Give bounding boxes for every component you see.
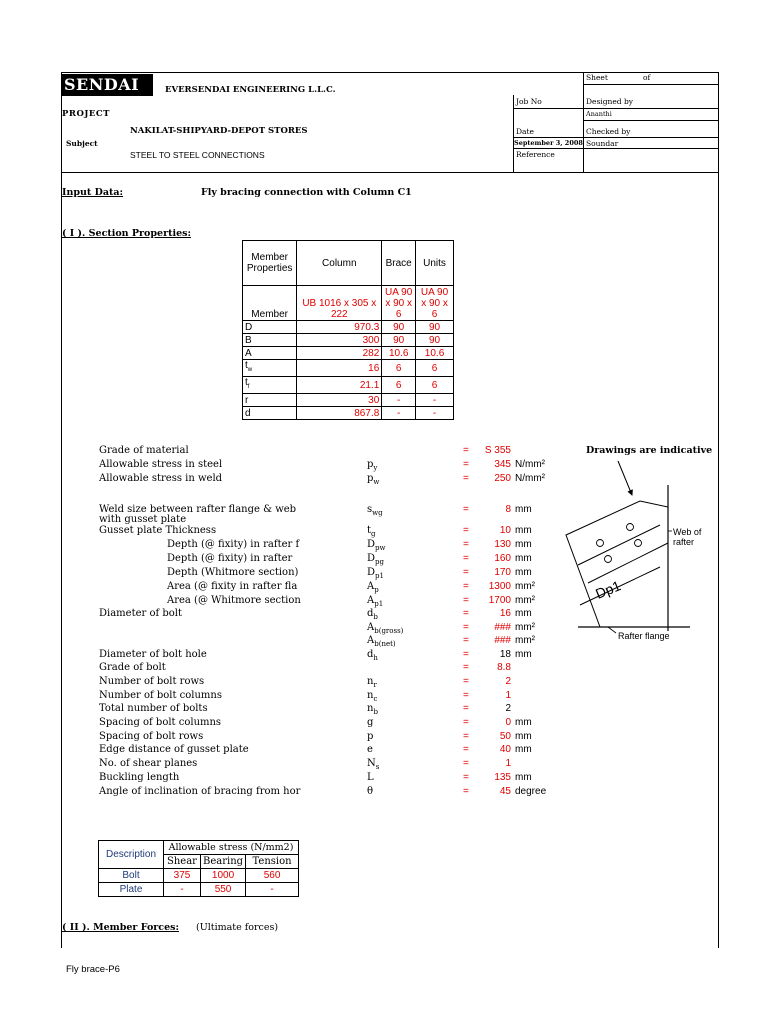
parameter-label: Buckling length bbox=[99, 772, 180, 783]
stress-shear-value: - bbox=[164, 883, 201, 897]
parameter-value: 16 bbox=[499, 608, 511, 619]
parameter-value: 0 bbox=[505, 717, 511, 728]
parameter-value: 8 bbox=[505, 504, 511, 515]
parameter-unit: N/mm² bbox=[515, 459, 545, 470]
parameter-symbol: $D_{p1}$ bbox=[367, 567, 384, 580]
parameter-symbol: $s_{wg}$ bbox=[367, 504, 383, 517]
parameter-row bbox=[99, 566, 539, 580]
parameter-label-continued: with gusset plate bbox=[99, 514, 187, 525]
parameter-symbol: $D_{pg}$ bbox=[367, 553, 384, 566]
equals-sign: = bbox=[463, 445, 469, 456]
parameter-label: Diameter of bolt hole bbox=[99, 649, 207, 660]
parameter-label: Spacing of bolt rows bbox=[99, 731, 204, 742]
parameter-symbol: $p_y$ bbox=[367, 459, 378, 472]
equals-sign: = bbox=[463, 649, 469, 660]
parameter-row bbox=[99, 730, 539, 744]
units-value: 6 bbox=[416, 360, 454, 377]
sheet-label: Sheet bbox=[586, 73, 608, 82]
brace-value: 6 bbox=[382, 360, 416, 377]
equals-sign: = bbox=[463, 525, 469, 536]
equals-sign: = bbox=[463, 662, 469, 673]
units-value: 90 bbox=[416, 321, 454, 334]
parameter-unit: N/mm² bbox=[515, 473, 545, 484]
parameter-label: Total number of bolts bbox=[99, 703, 208, 714]
column-value: 970.3 bbox=[297, 321, 382, 334]
parameter-label: Number of bolt columns bbox=[99, 690, 222, 701]
column-value: 21.1 bbox=[297, 377, 382, 394]
parameter-row bbox=[99, 702, 539, 716]
company-name: EVERSENDAI ENGINEERING L.L.C. bbox=[165, 85, 336, 95]
equals-sign: = bbox=[463, 690, 469, 701]
stress-row-bolt bbox=[99, 869, 299, 883]
brace-value: 90 bbox=[382, 321, 416, 334]
parameter-unit: mm² bbox=[515, 595, 535, 606]
parameter-row bbox=[99, 524, 539, 538]
parameter-row bbox=[99, 743, 539, 757]
parameter-label: Diameter of bolt bbox=[99, 608, 183, 619]
parameter-unit: mm bbox=[515, 731, 532, 742]
brace-line-2 bbox=[588, 543, 668, 583]
input-data-title: Fly bracing connection with Column C1 bbox=[201, 187, 412, 198]
sheet-tab-name: Fly brace-P6 bbox=[66, 964, 120, 975]
units-value: 10.6 bbox=[416, 347, 454, 360]
rafter-label: rafter bbox=[673, 537, 695, 547]
header-member-properties: Member Properties bbox=[243, 241, 297, 286]
header-units: Units bbox=[416, 241, 454, 286]
parameter-unit: mm bbox=[515, 649, 532, 660]
parameter-row bbox=[99, 757, 539, 771]
parameter-row bbox=[99, 472, 545, 486]
logo-text: SENDAI bbox=[64, 75, 140, 94]
parameter-value: 1300 bbox=[488, 581, 511, 592]
parameter-label: Edge distance of gusset plate bbox=[99, 744, 249, 755]
group-header: Allowable stress (N/mm2) bbox=[164, 841, 299, 855]
property-name: $t_w$ bbox=[243, 360, 297, 377]
equals-sign: = bbox=[463, 622, 469, 633]
checked-by-value: Soundar bbox=[586, 139, 619, 148]
brace-value: 6 bbox=[382, 377, 416, 394]
table-row bbox=[243, 321, 454, 334]
parameter-row bbox=[99, 689, 539, 703]
parameter-value: 40 bbox=[499, 744, 511, 755]
parameter-value: 1 bbox=[505, 690, 511, 701]
equals-sign: = bbox=[463, 539, 469, 550]
member-label: Member bbox=[243, 286, 297, 321]
equals-sign: = bbox=[463, 459, 469, 470]
equals-sign: = bbox=[463, 744, 469, 755]
parameter-row bbox=[99, 594, 539, 608]
equals-sign: = bbox=[463, 595, 469, 606]
tension-header: Tension bbox=[246, 855, 299, 869]
parameter-symbol: θ bbox=[367, 786, 374, 797]
parameter-symbol: $p_w$ bbox=[367, 473, 380, 486]
parameter-symbol: p bbox=[367, 731, 374, 742]
job-no-label: Job No bbox=[516, 97, 542, 106]
parameter-label: Spacing of bolt columns bbox=[99, 717, 222, 728]
units-value: - bbox=[416, 407, 454, 420]
equals-sign: = bbox=[463, 553, 469, 564]
equals-sign: = bbox=[463, 717, 469, 728]
table-row bbox=[243, 360, 454, 377]
table-row bbox=[243, 347, 454, 360]
parameter-row bbox=[99, 621, 539, 635]
allowable-stress-table bbox=[98, 840, 299, 897]
table-row bbox=[243, 394, 454, 407]
parameter-row bbox=[99, 771, 539, 785]
parameter-symbol: e bbox=[367, 744, 373, 755]
parameter-row bbox=[99, 458, 545, 472]
parameter-row bbox=[99, 444, 539, 458]
parameter-unit: mm bbox=[515, 608, 532, 619]
header-brace: Brace bbox=[382, 241, 416, 286]
parameter-row bbox=[99, 538, 539, 552]
units-value: 90 bbox=[416, 334, 454, 347]
parameter-value: 45 bbox=[499, 786, 511, 797]
parameter-symbol: $n_b$ bbox=[367, 703, 378, 716]
equals-sign: = bbox=[463, 635, 469, 646]
parameter-row bbox=[99, 552, 539, 566]
parameter-value: ### bbox=[494, 635, 511, 646]
brace-value: 10.6 bbox=[382, 347, 416, 360]
stress-row-plate bbox=[99, 883, 299, 897]
equals-sign: = bbox=[463, 703, 469, 714]
of-label: of bbox=[643, 73, 651, 82]
gusset-plate bbox=[566, 501, 668, 627]
checked-by-label: Checked by bbox=[586, 127, 631, 136]
stress-tension-value: - bbox=[246, 883, 299, 897]
stress-bearing-value: 550 bbox=[201, 883, 246, 897]
bolt-symbol bbox=[627, 524, 634, 531]
parameter-symbol: $d_h$ bbox=[367, 649, 378, 662]
parameter-value: 2 bbox=[505, 676, 511, 687]
parameter-value: S 355 bbox=[484, 445, 511, 456]
parameter-row bbox=[99, 661, 539, 675]
parameter-symbol: $A_{b(net)}$ bbox=[367, 635, 396, 648]
parameter-value: 250 bbox=[494, 473, 511, 484]
input-data-label: Input Data: bbox=[62, 187, 124, 198]
property-name: B bbox=[243, 334, 297, 347]
parameter-value: 50 bbox=[499, 731, 511, 742]
parameter-symbol: L bbox=[367, 772, 374, 783]
parameter-value: 160 bbox=[494, 553, 511, 564]
bolt-symbols bbox=[597, 524, 642, 563]
parameter-label: Depth (@ fixity) in rafter bbox=[167, 553, 293, 564]
parameter-label: Weld size between rafter flange & web bbox=[99, 504, 297, 515]
parameter-unit: mm bbox=[515, 744, 532, 755]
parameter-symbol: $D_{pw}$ bbox=[367, 539, 386, 552]
property-name: A bbox=[243, 347, 297, 360]
equals-sign: = bbox=[463, 772, 469, 783]
parameter-label: Angle of inclination of bracing from hor bbox=[99, 786, 301, 797]
member-row bbox=[243, 286, 454, 321]
parameter-label: Allowable stress in weld bbox=[99, 473, 223, 484]
drawings-note: Drawings are indicative bbox=[586, 445, 713, 456]
property-name: r bbox=[243, 394, 297, 407]
stress-header-row bbox=[99, 841, 299, 855]
header-column: Column bbox=[297, 241, 382, 286]
parameter-row bbox=[99, 503, 539, 525]
equals-sign: = bbox=[463, 567, 469, 578]
equals-sign: = bbox=[463, 473, 469, 484]
parameter-unit: mm bbox=[515, 567, 532, 578]
parameter-row bbox=[99, 580, 539, 594]
subject-name: STEEL TO STEEL CONNECTIONS bbox=[130, 150, 265, 160]
parameter-label: Area (@ fixity in rafter fla bbox=[167, 581, 298, 592]
parameter-value: 8.8 bbox=[497, 662, 511, 673]
indicator-arrow bbox=[618, 461, 632, 495]
parameter-unit: mm bbox=[515, 553, 532, 564]
stress-row-name: Bolt bbox=[99, 869, 164, 883]
parameter-row bbox=[99, 648, 539, 662]
parameter-label: Allowable stress in steel bbox=[99, 459, 223, 470]
bolt-symbol bbox=[635, 540, 642, 547]
brace-value: - bbox=[382, 394, 416, 407]
table-row bbox=[243, 377, 454, 394]
parameter-unit: mm² bbox=[515, 622, 535, 633]
stress-bearing-value: 1000 bbox=[201, 869, 246, 883]
parameter-unit: mm bbox=[515, 525, 532, 536]
equals-sign: = bbox=[463, 731, 469, 742]
bearing-header: Bearing bbox=[201, 855, 246, 869]
parameter-symbol: $d_b$ bbox=[367, 608, 378, 621]
member-forces-note: (Ultimate forces) bbox=[196, 922, 279, 933]
description-header: Description bbox=[99, 841, 164, 869]
member-forces-heading: ( II ). Member Forces: bbox=[62, 922, 179, 933]
parameter-label: No. of shear planes bbox=[99, 758, 198, 769]
parameter-label: Depth (@ fixity) in rafter f bbox=[167, 539, 300, 550]
parameter-value: 345 bbox=[494, 459, 511, 470]
parameter-value: 170 bbox=[494, 567, 511, 578]
stress-row-name: Plate bbox=[99, 883, 164, 897]
equals-sign: = bbox=[463, 581, 469, 592]
bolt-symbol bbox=[597, 540, 604, 547]
table-row bbox=[243, 334, 454, 347]
parameter-row bbox=[99, 716, 539, 730]
parameter-label: Area (@ Whitmore section bbox=[167, 595, 301, 606]
parameter-value: 130 bbox=[494, 539, 511, 550]
parameter-value: 18 bbox=[499, 649, 511, 660]
brace-line-1 bbox=[578, 525, 660, 565]
connection-drawing bbox=[560, 455, 718, 645]
equals-sign: = bbox=[463, 608, 469, 619]
parameter-symbol: $N_s$ bbox=[367, 758, 380, 771]
units-value: 6 bbox=[416, 377, 454, 394]
parameter-label: Gusset plate Thickness bbox=[99, 525, 217, 536]
parameter-unit: mm bbox=[515, 504, 532, 515]
table-header-row bbox=[243, 241, 454, 286]
parameter-value: 135 bbox=[494, 772, 511, 783]
bolt-symbol bbox=[605, 556, 612, 563]
parameter-symbol: $A_{b(gross)}$ bbox=[367, 622, 404, 635]
property-name: d bbox=[243, 407, 297, 420]
rafter-flange-label: Rafter flange bbox=[618, 631, 670, 641]
parameter-symbol: $t_g$ bbox=[367, 525, 376, 538]
column-value: 16 bbox=[297, 360, 382, 377]
project-label: PROJECT bbox=[62, 109, 110, 119]
shear-header: Shear bbox=[164, 855, 201, 869]
subject-label: Subject bbox=[66, 139, 98, 148]
parameter-label: Depth (Whitmore section) bbox=[167, 567, 299, 578]
parameter-symbol: $n_r$ bbox=[367, 676, 377, 689]
parameter-row bbox=[99, 785, 547, 799]
column-value: 300 bbox=[297, 334, 382, 347]
parameter-value: ### bbox=[494, 622, 511, 633]
units-value: - bbox=[416, 394, 454, 407]
brace-value: 90 bbox=[382, 334, 416, 347]
parameter-unit: degree bbox=[515, 786, 547, 797]
web-of-label: Web of bbox=[673, 527, 702, 537]
brace-member: UA 90 x 90 x 6 bbox=[382, 286, 416, 321]
section-properties-heading: ( I ). Section Properties: bbox=[62, 228, 191, 239]
dp1-label: Dp1 bbox=[593, 577, 623, 602]
reference-label: Reference bbox=[516, 150, 555, 159]
section-properties-table bbox=[242, 240, 454, 420]
equals-sign: = bbox=[463, 786, 469, 797]
parameter-unit: mm² bbox=[515, 581, 535, 592]
parameter-symbol: g bbox=[367, 717, 374, 728]
property-name: $t_f$ bbox=[243, 377, 297, 394]
equals-sign: = bbox=[463, 676, 469, 687]
parameter-label: Grade of material bbox=[99, 445, 189, 456]
parameter-symbol: $n_c$ bbox=[367, 690, 378, 703]
property-name: D bbox=[243, 321, 297, 334]
equals-sign: = bbox=[463, 758, 469, 769]
table-row bbox=[243, 407, 454, 420]
column-value: 867.8 bbox=[297, 407, 382, 420]
parameter-row bbox=[99, 634, 539, 648]
parameter-symbol: $A_p$ bbox=[367, 581, 379, 594]
parameter-value: 2 bbox=[505, 703, 511, 714]
parameter-symbol: $A_{p1}$ bbox=[367, 595, 384, 608]
parameter-label: Number of bolt rows bbox=[99, 676, 205, 687]
parameter-value: 1 bbox=[505, 758, 511, 769]
column-member: UB 1016 x 305 x 222 bbox=[297, 286, 382, 321]
brace-value: - bbox=[382, 407, 416, 420]
parameter-value: 1700 bbox=[488, 595, 511, 606]
date-label: Date bbox=[516, 127, 534, 136]
designed-by-value: Ananthi bbox=[586, 110, 612, 118]
parameter-unit: mm² bbox=[515, 635, 535, 646]
parameter-unit: mm bbox=[515, 717, 532, 728]
column-value: 282 bbox=[297, 347, 382, 360]
stress-tension-value: 560 bbox=[246, 869, 299, 883]
parameter-row bbox=[99, 675, 539, 689]
stress-shear-value: 375 bbox=[164, 869, 201, 883]
column-value: 30 bbox=[297, 394, 382, 407]
parameter-row bbox=[99, 607, 539, 621]
parameter-label: Grade of bolt bbox=[99, 662, 166, 673]
parameter-value: 10 bbox=[499, 525, 511, 536]
units-member: UA 90 x 90 x 6 bbox=[416, 286, 454, 321]
flange-leader bbox=[608, 627, 616, 633]
equals-sign: = bbox=[463, 504, 469, 515]
designed-by-label: Designed by bbox=[586, 97, 633, 106]
date-value: September 3, 2008 bbox=[514, 139, 583, 147]
project-name: NAKILAT-SHIPYARD-DEPOT STORES bbox=[130, 126, 308, 136]
parameter-unit: mm bbox=[515, 539, 532, 550]
parameter-unit: mm bbox=[515, 772, 532, 783]
